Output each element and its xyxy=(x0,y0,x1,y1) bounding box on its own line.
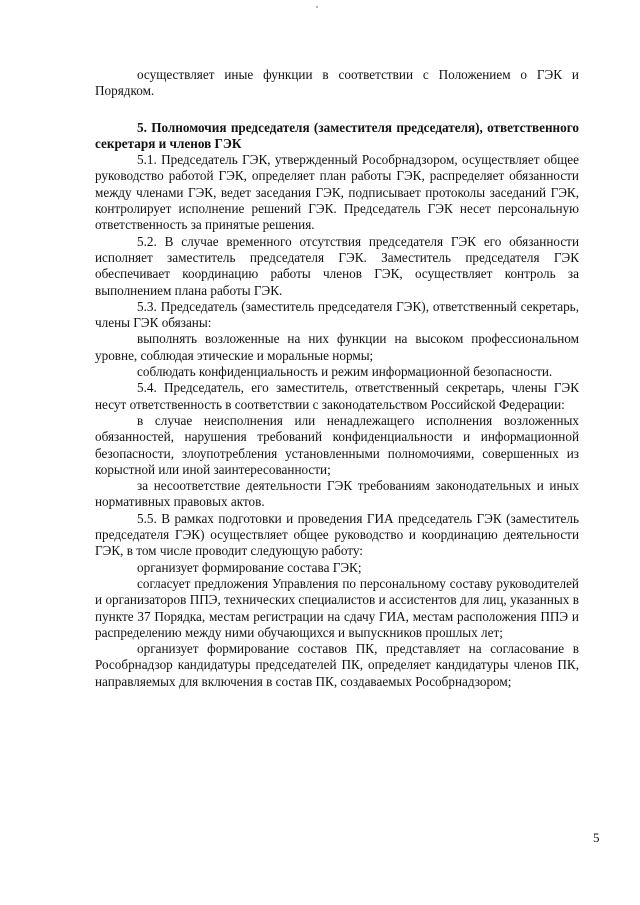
list-item: организует формирование составов ПК, представляет на согласование в Рособрнадзор кандидатуры председателей ПК, определяет кандидатуры членов ПК, направляемых для включения в состав ПК, создаваемых Рособрнадзором; xyxy=(95,641,579,689)
scan-speck xyxy=(316,6,318,8)
document-body xyxy=(95,67,579,690)
section-heading: 5. Полномочия председателя (заместителя председателя), ответственного секретаря и членов ГЭК xyxy=(95,119,579,151)
list-item: соблюдать конфиденциальность и режим информационной безопасности. xyxy=(137,364,553,380)
paragraph-5-3: 5.3. Председатель (заместитель председателя ГЭК), ответственный секретарь, члены ГЭК обязаны: xyxy=(95,298,579,331)
list-item: выполнять возложенные на них функции на высоком профессиональном уровне, соблюдая этические и моральные нормы; xyxy=(95,331,579,363)
list-item: в случае неисполнения или ненадлежащего исполнения возложенных обязанностей, нарушения требований конфиденциальности и информационной безопасности, злоупотребления установленными полномочиями, совершенных из корыстной или иной заинтересованности; xyxy=(95,412,579,477)
list-item: согласует предложения Управления по персональному составу руководителей и организаторов ППЭ, технических специалистов и ассистентов для лиц, указанных в пункте 37 Порядка, местам регистрации на сдачу ГИА, местам расположения ППЭ и распределению между ними обучающихся и выпускников прошлых лет; xyxy=(95,575,579,640)
paragraph-5-2: 5.2. В случае временного отсутствия председателя ГЭК его обязанности исполняет заместитель председателя ГЭК. Заместитель председателя ГЭК обеспечивает координацию работы членов ГЭК, осуществляет контроль за выполнением плана работы ГЭК. xyxy=(95,233,579,298)
intro-paragraph: осуществляет иные функции в соответствии с Положением о ГЭК и Порядком. xyxy=(95,67,579,99)
paragraph-5-5: 5.5. В рамках подготовки и проведения ГИА председатель ГЭК (заместитель председателя ГЭК) осуществляет общее руководство и координацию деятельности ГЭК, в том числе проводит следующую работу: xyxy=(95,510,579,559)
page-number: 5 xyxy=(593,830,600,845)
paragraph-5-4: 5.4. Председатель, его заместитель, ответственный секретарь, члены ГЭК несут ответственность в соответствии с законодательством Российской Федерации: xyxy=(95,380,579,412)
list-item: организует формирование состава ГЭК; xyxy=(137,559,362,575)
paragraph-5-1: 5.1. Председатель ГЭК, утвержденный Рособрнадзором, осуществляет общее руководство работой ГЭК, определяет план работы ГЭК, распределяет обязанности между членами ГЭК, ведет заседания ГЭК, подписывает протоколы заседаний ГЭК, контролирует исполнение решений ГЭК. Председатель ГЭК несет персональную ответственность за принятые решения. xyxy=(95,152,579,233)
list-item: за несоответствие деятельности ГЭК требованиям законодательных и иных нормативных правовых актов. xyxy=(95,478,579,510)
